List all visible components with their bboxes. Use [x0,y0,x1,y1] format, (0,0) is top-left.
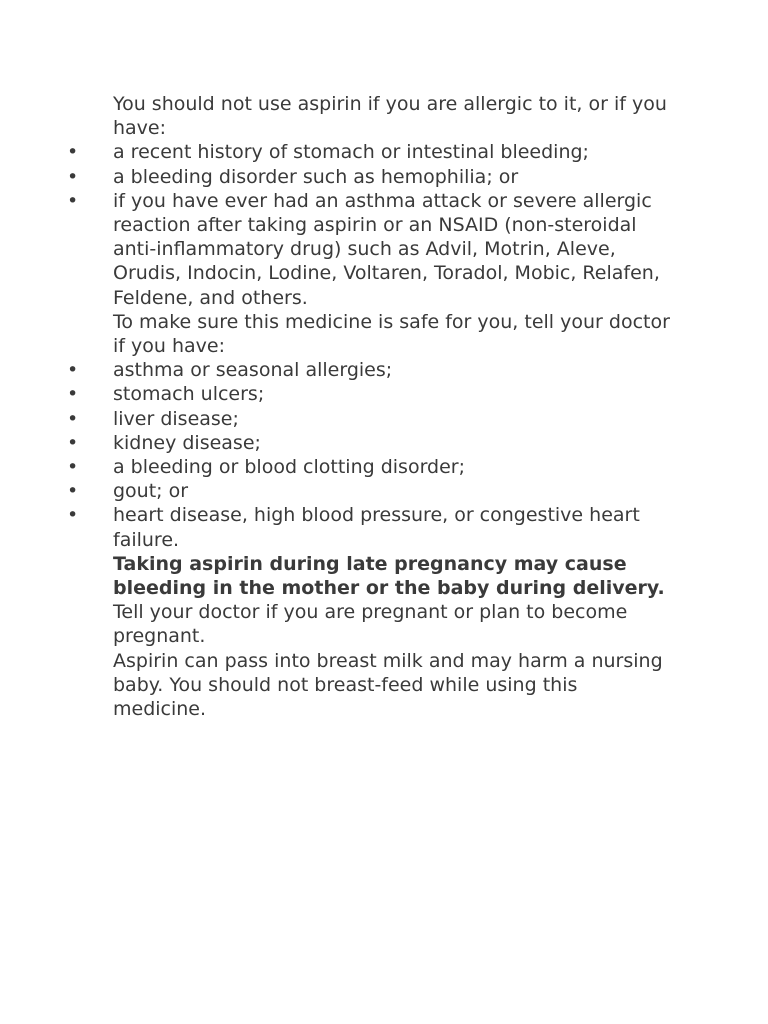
document-page [0,92,768,721]
list-item [0,455,673,479]
list-item-text: a bleeding or blood clotting disorder; [113,456,466,479]
list-item [0,431,673,455]
intro2-paragraph: To make sure this medicine is safe for you, tell your doctor if you have: [113,310,670,358]
list-item-text: heart disease, high blood pressure, or congestive heart failure. [113,504,640,551]
list-item [0,165,673,189]
list-item-text: asthma or seasonal allergies; [113,359,393,382]
intro-paragraph: You should not use aspirin if you are allergic to it, or if you have: [113,93,667,140]
list-item [0,479,673,503]
list-item [0,503,673,551]
bullet-icon: • [67,504,79,527]
bullet-icon: • [67,431,79,454]
list-item-text: if you have ever had an asthma attack or severe allergic reaction after taking aspirin or an NSAID (non-steroidal anti-inflammatory drug) such as Advil, Motrin, Aleve, Orudis, Indocin, Lodine, Voltaren, Toradol, Mobic, Relafen, Feldene, and others. [113,189,660,309]
list-item-text: gout; or [113,480,189,503]
bullet-icon: • [67,189,79,212]
breastfeeding-paragraph: Aspirin can pass into breast milk and may harm a nursing baby. You should not breast-feed while using this medicine. [113,649,663,721]
pregnancy-warning: Taking aspirin during late pregnancy may cause bleeding in the mother or the baby during delivery. [113,552,665,600]
list-item-text: a recent history of stomach or intestinal bleeding; [113,141,589,164]
bullet-icon: • [67,165,79,188]
list-item-text: a bleeding disorder such as hemophilia; or [113,165,519,188]
list-item-text: kidney disease; [113,431,261,454]
list-item-text: liver disease; [113,407,239,430]
bullet-icon: • [67,383,79,406]
bullet-icon: • [67,480,79,503]
list-item [0,140,673,164]
list-item [0,382,673,406]
list-item [0,189,673,310]
bullet-icon: • [67,359,79,382]
list-item [0,407,673,431]
bullet-icon: • [67,456,79,479]
bullet-icon: • [67,407,79,430]
list-item [0,358,673,382]
list-item-text: stomach ulcers; [113,383,265,406]
pregnancy-advice: Tell your doctor if you are pregnant or plan to become pregnant. [113,601,628,648]
pregnancy-paragraph [0,552,673,649]
bullet-icon: • [67,141,79,164]
